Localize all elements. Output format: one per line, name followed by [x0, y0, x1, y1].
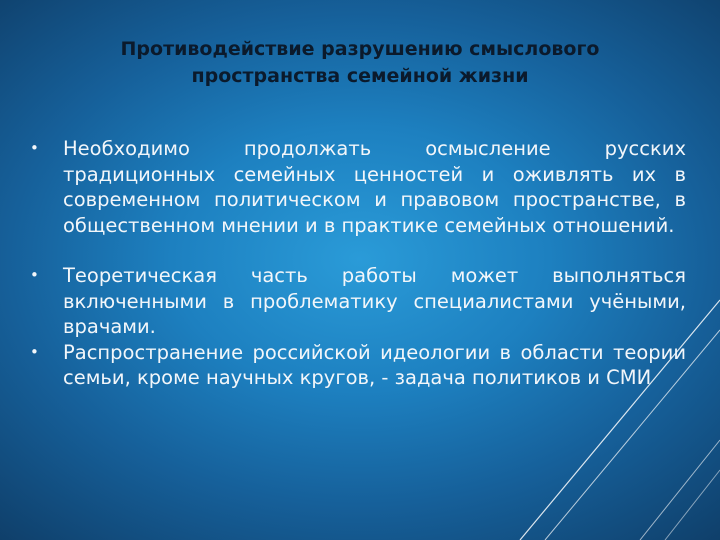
bullet-icon: •	[30, 139, 39, 157]
bullet-icon: •	[30, 266, 39, 284]
slide-title	[60, 36, 660, 90]
bullet-text: Необходимо продолжать осмысление русских традиционных семейных ценностей и оживлять их в современном политическом и правовом пространстве, в общественном мнении и в практике семейных отношений.	[63, 137, 686, 237]
bullet-list	[30, 136, 686, 391]
bullet-item	[30, 263, 686, 340]
slide-title-line-2: пространства семейной жизни	[191, 65, 529, 87]
bullet-item	[30, 136, 686, 238]
bullet-icon: •	[30, 342, 39, 361]
bullet-item	[30, 340, 686, 391]
slide-title-line-1: Противодействие разрушению смыслового	[120, 38, 600, 60]
bullet-text: Теоретическая часть работы может выполняться включенными в проблематику специалистами учёными, врачами.	[63, 264, 686, 338]
bullet-text: Распространение российской идеологии в области теории семьи, кроме научных кругов, - задача политиков и СМИ	[63, 340, 686, 389]
